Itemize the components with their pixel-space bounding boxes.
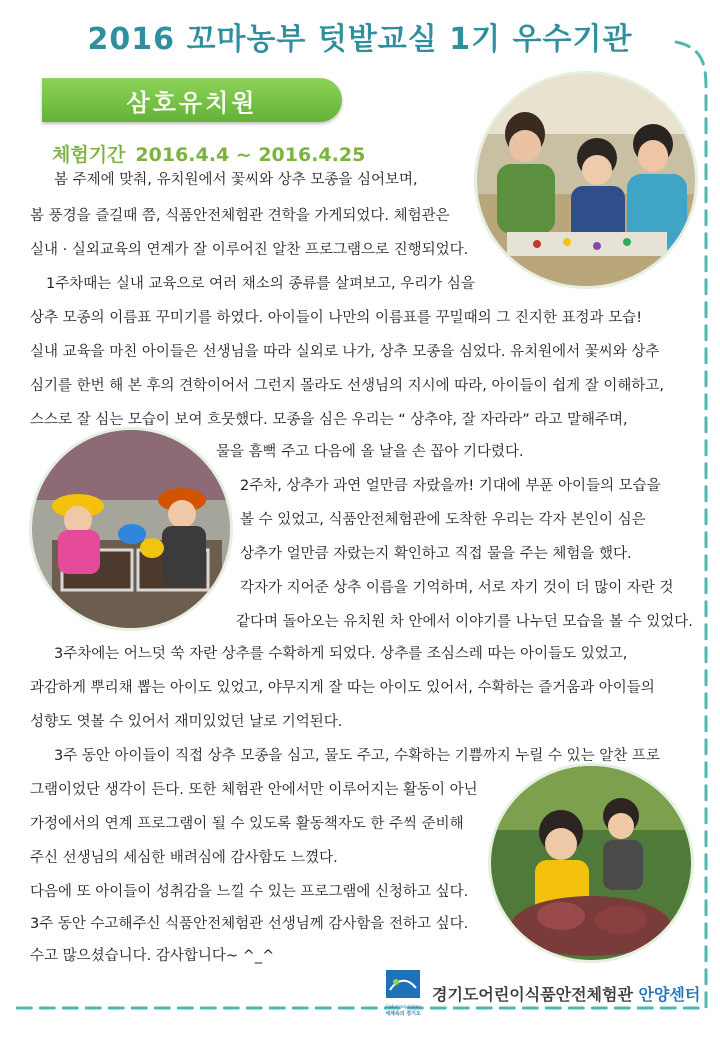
body-line-16: 과감하게 뿌리채 뽑는 아이도 있었고, 야무지게 잘 따는 아이도 있어서, 수확하는 즐거움과 아이들의 <box>30 680 655 696</box>
body-line-15: 3주차에는 어느덧 쑥 자란 상추를 수확하게 되었다. 상추를 조심스레 따는 아이들도 있었고, <box>54 646 628 662</box>
body-line-18: 3주 동안 아이들이 직접 상추 모종을 심고, 물도 주고, 수확하는 기쁨까지 누릴 수 있는 알찬 프로 <box>54 748 660 764</box>
body-line-23: 3주 동안 수고해주신 식품안전체험관 선생님께 감사함을 전하고 싶다. <box>30 916 469 932</box>
experience-period <box>52 140 365 167</box>
body-line-5: 상추 모종의 이름표 꾸미기를 하였다. 아이들이 나만의 이름표를 꾸밀때의 그 진지한 표정과 모습! <box>30 310 643 326</box>
kindergarten-banner <box>42 78 342 122</box>
body-line-19: 그램이었단 생각이 든다. 또한 체험관 안에서만 이루어지는 활동이 아닌 <box>30 782 478 798</box>
body-line-21: 주신 선생님의 세심한 배려심에 감사함도 느꼈다. <box>30 850 338 866</box>
period-label: 체험기간 <box>52 144 126 166</box>
center-logo <box>380 968 700 1022</box>
body-line-11: 볼 수 있었고, 식품안전체험관에 도착한 우리는 각자 본인이 심은 <box>240 512 646 528</box>
body-line-6: 실내 교육을 마친 아이들은 선생님을 따라 실외로 나가, 상추 모종을 심었다. 유치원에서 꽃씨와 상추 <box>30 344 660 360</box>
body-line-8: 스스로 잘 심는 모습이 보여 흐뭇했다. 모종을 심은 우리는 “ 상추야, 잘 자라라” 라고 말해주며, <box>30 412 628 428</box>
photo-harvest-activity <box>491 766 691 960</box>
center-name <box>432 982 700 1005</box>
badge-caption-korean: 세계속의 경기도 <box>385 1011 421 1017</box>
body-line-14: 같다며 돌아오는 유치원 차 안에서 이야기를 나누던 모습을 볼 수 있었다. <box>236 614 693 630</box>
body-line-12: 상추가 얼만큼 자랐는지 확인하고 직접 물을 주는 체험을 했다. <box>240 546 632 562</box>
body-line-7: 심기를 한번 해 본 후의 견학이어서 그런지 몰라도 선생님의 지시에 따라, 아이들이 쉽게 잘 이해하고, <box>30 378 665 394</box>
badge-caption-english: Global Inspiration <box>385 1004 421 1009</box>
body-line-22: 다음에 또 아이들이 성취감을 느낄 수 있는 프로그램에 신청하고 싶다. <box>30 884 469 900</box>
body-line-24: 수고 많으셨습니다. 감사합니다~ ^_^ <box>30 948 275 964</box>
center-name-branch: 안양센터 <box>638 985 701 1004</box>
center-name-main: 경기도어린이식품안전체험관 <box>432 985 633 1004</box>
body-line-13: 각자가 지어준 상추 이름을 기억하며, 서로 자기 것이 더 많이 자란 것 <box>240 580 674 596</box>
photo-name-tag-activity <box>477 74 695 286</box>
body-line-4: 1주차때는 실내 교육으로 여러 채소의 종류를 살펴보고, 우리가 심을 <box>46 276 475 292</box>
body-line-20: 가정에서의 연계 프로그램이 될 수 있도록 활동책자도 한 주씩 준비해 <box>30 816 464 832</box>
body-line-1: 봄 주제에 맞춰, 유치원에서 꽃씨와 상추 모종을 심어보며, <box>54 172 418 188</box>
body-line-2: 봄 풍경을 즐길때 쯤, 식품안전체험관 견학을 가게되었다. 체험관은 <box>30 208 450 224</box>
photo-watering-activity <box>32 430 230 628</box>
body-line-17: 성향도 엿볼 수 있어서 재미있었던 날로 기억된다. <box>30 714 343 730</box>
body-line-9: 물을 흠뻑 주고 다음에 올 날을 손 꼽아 기다렸다. <box>216 444 524 460</box>
period-dates: 2016.4.4 ~ 2016.4.25 <box>135 144 366 166</box>
body-line-3: 실내 · 실외교육의 연계가 잘 이루어진 알찬 프로그램으로 진행되었다. <box>30 242 469 258</box>
kindergarten-name: 삼호유치원 <box>126 88 258 117</box>
page-title: 2016 꼬마농부 텃밭교실 1기 우수기관 <box>87 22 633 57</box>
body-line-10: 2주차, 상추가 과연 얼만큼 자랐을까! 기대에 부푼 아이들의 모습을 <box>240 478 661 494</box>
